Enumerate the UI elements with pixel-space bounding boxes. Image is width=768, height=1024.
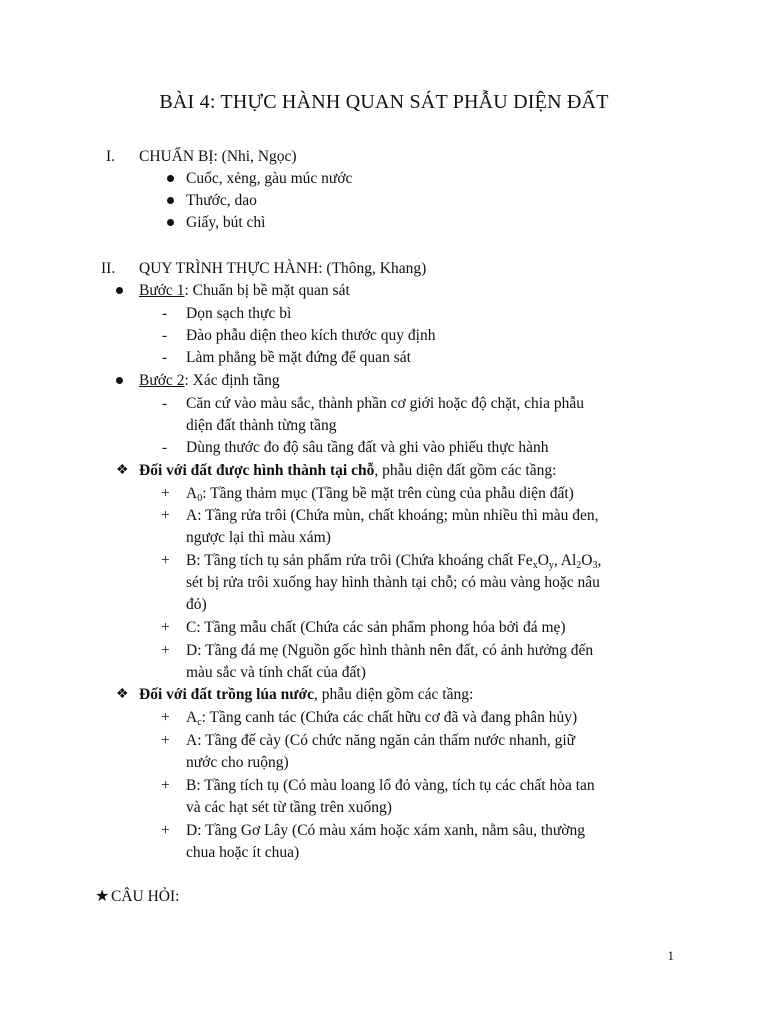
- page-number: 1: [667, 948, 674, 963]
- formula-part: , Al: [553, 552, 577, 569]
- bullet-dot: [116, 377, 123, 384]
- rice-soil-heading: [139, 684, 473, 706]
- natural-soil-rest: , phẫu diện đất gồm các tầng:: [374, 462, 557, 479]
- horizon-ac-sub: c: [197, 717, 202, 728]
- plus-marker: +: [161, 777, 170, 794]
- formula-part: O: [537, 552, 549, 569]
- list-item: Giấy, bút chì: [186, 214, 266, 231]
- horizon-c: C: Tầng mẫu chất (Chứa các sản phẩm phong hóa bởi đá mẹ): [186, 619, 566, 636]
- horizon-ac-letter: A: [186, 709, 198, 726]
- subscript: x: [532, 560, 538, 571]
- page-title: BÀI 4: THỰC HÀNH QUAN SÁT PHẪU DIỆN ĐẤT: [159, 91, 609, 113]
- step-2-label: Bước 2: [139, 372, 185, 389]
- list-item: Thước, dao: [186, 192, 257, 209]
- list-item: Dọn sạch thực bì: [186, 305, 292, 322]
- subscript: 3: [592, 560, 598, 571]
- step-1-label: Bước 1: [139, 282, 185, 299]
- formula-part: ,: [597, 552, 602, 569]
- step-1-line: [139, 280, 350, 302]
- horizon-ac-text: : Tầng canh tác (Chứa các chất hữu cơ đã và đang phân hủy): [201, 709, 578, 726]
- natural-soil-heading: [139, 460, 556, 482]
- list-item: Cuốc, xẻng, gàu múc nước: [186, 170, 353, 187]
- horizon-a0-letter: A: [186, 485, 198, 502]
- horizon-a0-text: : Tầng thảm mục (Tầng bề mặt trên cùng của phẫu diện đất): [202, 485, 574, 502]
- rice-soil-bold: Đối với đất trồng lúa nước: [139, 686, 315, 703]
- step-1-text: : Chuẩn bị bề mặt quan sát: [184, 282, 350, 299]
- bullet-dot: [167, 175, 174, 182]
- dash-marker: -: [162, 439, 168, 456]
- horizon-a-continued: ngược lại thì màu xám): [186, 529, 331, 546]
- section-1-heading: CHUẨN BỊ: (Nhi, Ngọc): [139, 148, 297, 165]
- rice-soil-rest: , phẫu diện gồm các tầng:: [314, 686, 474, 703]
- dash-marker: -: [162, 327, 168, 344]
- section-1-numeral: I.: [106, 148, 116, 165]
- rice-horizon-d: D: Tầng Gơ Lây (Có màu xám hoặc xám xanh, nằm sâu, thường: [186, 822, 586, 839]
- step-2-text: : Xác định tầng: [184, 372, 280, 389]
- diamond-bullet-icon: ❖: [116, 463, 129, 478]
- horizon-b-continued: sét bị rửa trôi xuống hay hình thành tại chỗ; có màu vàng hoặc nâu: [186, 574, 600, 591]
- horizon-d-continued: màu sắc và tính chất của đất): [186, 664, 366, 681]
- list-item: Căn cứ vào màu sắc, thành phần cơ giới hoặc độ chặt, chia phẫu: [186, 395, 584, 412]
- plus-marker: +: [161, 552, 170, 569]
- step-2-line: [139, 370, 280, 392]
- horizon-a0-sub: 0: [197, 493, 203, 504]
- rice-horizon-b-continued: và các hạt sét từ tầng trên xuống): [186, 799, 392, 816]
- plus-marker: +: [161, 507, 170, 524]
- section-2-heading: QUY TRÌNH THỰC HÀNH: (Thông, Khang): [139, 260, 427, 277]
- formula-part: O: [581, 552, 593, 569]
- list-item-continued: diện đất thành từng tầng: [186, 417, 337, 434]
- dash-marker: -: [162, 395, 168, 412]
- bullet-dot: [167, 219, 174, 226]
- dash-marker: -: [162, 349, 168, 366]
- list-item: Làm phẳng bề mặt đứng để quan sát: [186, 349, 411, 366]
- section-2-numeral: II.: [101, 260, 116, 277]
- subscript: y: [548, 560, 554, 571]
- questions-heading: CÂU HỎI:: [111, 888, 180, 905]
- bullet-dot: [167, 197, 174, 204]
- plus-marker: +: [161, 485, 170, 502]
- plus-marker: +: [161, 619, 170, 636]
- horizon-b-text: B: Tầng tích tụ sản phẩm rửa trôi (Chứa khoáng chất Fe: [186, 552, 533, 569]
- horizon-b-continued: đỏ): [186, 596, 207, 613]
- star-icon: ★: [95, 888, 110, 905]
- horizon-ac: [186, 707, 577, 729]
- subscript: 2: [576, 560, 582, 571]
- horizon-a: A: Tầng rửa trôi (Chứa mùn, chất khoáng; mùn nhiều thì màu đen,: [186, 507, 599, 524]
- list-item: Đào phẫu diện theo kích thước quy định: [186, 327, 436, 344]
- plus-marker: +: [161, 822, 170, 839]
- horizon-a0: [186, 483, 574, 505]
- diamond-bullet-icon: ❖: [116, 687, 129, 702]
- plus-marker: +: [161, 732, 170, 749]
- plus-marker: +: [161, 709, 170, 726]
- horizon-d: D: Tầng đá mẹ (Nguồn gốc hình thành nên đất, có ảnh hưởng đến: [186, 642, 594, 659]
- rice-horizon-a-continued: nước cho ruộng): [186, 754, 289, 771]
- plus-marker: +: [161, 642, 170, 659]
- rice-horizon-d-continued: chua hoặc ít chua): [186, 844, 300, 861]
- rice-horizon-a: A: Tầng đế cày (Có chức năng ngăn cản thấm nước nhanh, giữ: [186, 732, 576, 749]
- rice-horizon-b: B: Tầng tích tụ (Có màu loang lổ đỏ vàng, tích tụ các chất hòa tan: [186, 777, 595, 794]
- horizon-b: [186, 550, 601, 572]
- list-item: Dùng thước đo độ sâu tầng đất và ghi vào phiếu thực hành: [186, 439, 549, 456]
- natural-soil-bold: Đối với đất được hình thành tại chỗ: [139, 462, 375, 479]
- dash-marker: -: [162, 305, 168, 322]
- bullet-dot: [116, 287, 123, 294]
